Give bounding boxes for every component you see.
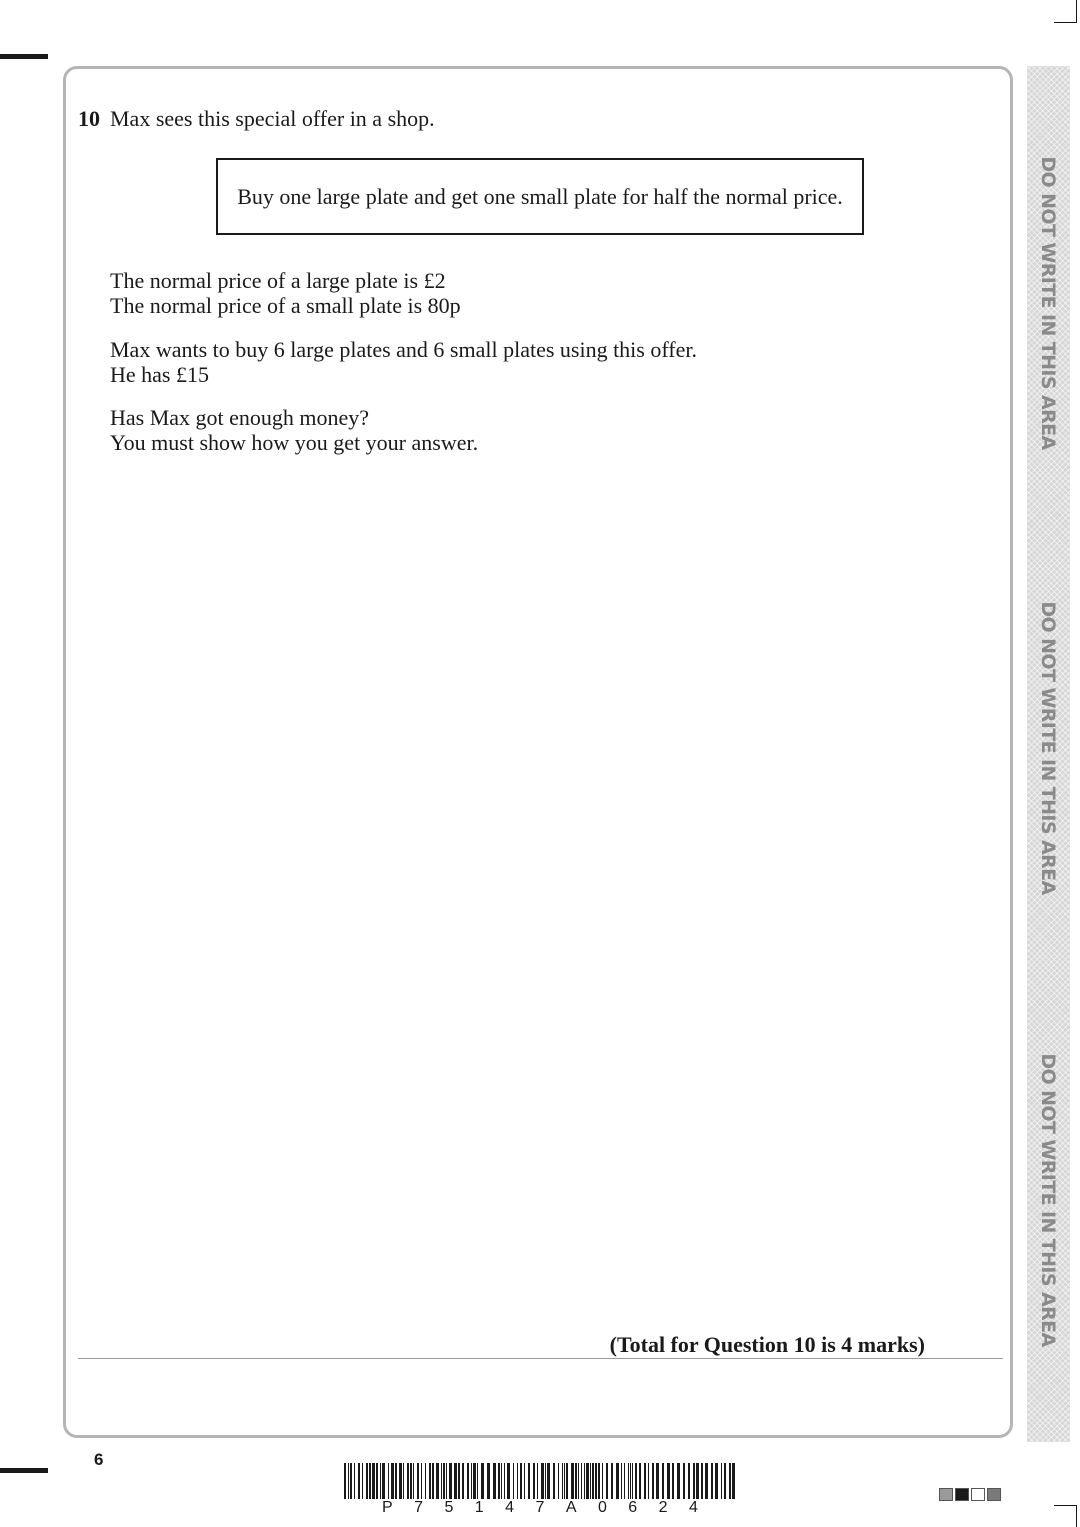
crop-mark-bottom-right-v xyxy=(1076,1505,1077,1527)
barcode-bar xyxy=(724,1463,726,1499)
barcode-bar xyxy=(382,1463,385,1499)
barcode-bar xyxy=(350,1463,352,1499)
question-intro: Max sees this special offer in a shop. xyxy=(110,106,435,131)
barcode-bar xyxy=(504,1463,505,1499)
barcode-bar xyxy=(487,1463,490,1499)
barcode-bar xyxy=(436,1463,439,1499)
barcode-bar xyxy=(471,1463,472,1499)
barcode-bar xyxy=(344,1463,346,1499)
barcode-bar xyxy=(586,1463,589,1499)
barcode-bar xyxy=(715,1463,718,1499)
barcode-bar xyxy=(635,1463,637,1499)
barcode-bar xyxy=(380,1463,381,1499)
crop-mark-bottom-right-h xyxy=(1054,1505,1077,1506)
barcode-bar xyxy=(348,1463,349,1499)
barcode-bar xyxy=(553,1463,555,1499)
barcode-bar xyxy=(413,1463,414,1499)
barcode-bar xyxy=(711,1463,713,1499)
barcode-bar xyxy=(441,1463,442,1499)
barcode-bar xyxy=(443,1463,445,1499)
barcode-bar xyxy=(584,1463,585,1499)
barcode-bar xyxy=(369,1463,371,1499)
barcode-bar xyxy=(696,1463,699,1499)
crop-mark-top-right-v xyxy=(1076,0,1077,22)
crop-mark-bottom-left xyxy=(0,1468,48,1473)
barcode-bar xyxy=(662,1463,664,1499)
barcode-bar xyxy=(410,1463,412,1499)
barcode-bar xyxy=(421,1463,422,1499)
barcode-bar xyxy=(477,1463,478,1499)
barcode-bar xyxy=(705,1463,708,1499)
barcode-bar xyxy=(498,1463,500,1499)
offer-text: Buy one large plate and get one small plate for half the normal price. xyxy=(237,183,843,209)
barcode-bar xyxy=(547,1463,550,1499)
barcode-bar xyxy=(446,1463,447,1499)
ask-line-2: You must show how you get your answer. xyxy=(110,430,479,455)
barcode-bar xyxy=(621,1463,622,1499)
barcode-bar xyxy=(564,1463,565,1499)
total-marks: (Total for Question 10 is 4 marks) xyxy=(609,1332,925,1357)
barcode-bar xyxy=(462,1463,464,1499)
barcode-bar xyxy=(606,1463,608,1499)
prices-paragraph xyxy=(110,268,461,318)
barcode-bar xyxy=(558,1463,559,1499)
barcode-bar xyxy=(517,1463,518,1499)
special-offer-box xyxy=(216,158,864,235)
barcode-char: P xyxy=(382,1499,393,1516)
barcode-bar xyxy=(630,1463,631,1499)
barcode-char: 6 xyxy=(628,1499,638,1516)
barcode-bar xyxy=(639,1463,641,1499)
barcode-bar xyxy=(403,1463,404,1499)
barcode-bar xyxy=(683,1463,685,1499)
colour-square xyxy=(987,1488,1001,1501)
barcode-bar xyxy=(449,1463,452,1499)
barcode-char: 4 xyxy=(688,1499,698,1516)
barcode-bar xyxy=(395,1463,397,1499)
barcode-bar xyxy=(458,1463,460,1499)
barcode-bar xyxy=(611,1463,613,1499)
barcode-bar xyxy=(399,1463,402,1499)
barcode-char: 7 xyxy=(535,1499,545,1516)
barcode-bar xyxy=(648,1463,649,1499)
barcode-bar xyxy=(701,1463,703,1499)
scenario-line-2: He has £15 xyxy=(110,362,209,387)
barcode-bar xyxy=(417,1463,419,1499)
barcode-bar xyxy=(721,1463,722,1499)
barcode-bar xyxy=(729,1463,731,1499)
barcode-bar xyxy=(595,1463,597,1499)
barcode-bar xyxy=(513,1463,514,1499)
question-number: 10 xyxy=(78,106,100,131)
barcode-char: 5 xyxy=(444,1499,454,1516)
barcode-bar xyxy=(571,1463,574,1499)
scenario-paragraph xyxy=(110,337,697,387)
barcode-bar xyxy=(667,1463,670,1499)
barcode-bar xyxy=(391,1463,394,1499)
ask-paragraph xyxy=(110,405,478,455)
barcode-bar xyxy=(602,1463,603,1499)
barcode-bar xyxy=(473,1463,476,1499)
barcode-text xyxy=(344,1499,736,1517)
crop-mark-top-left xyxy=(0,54,48,59)
barcode-bar xyxy=(581,1463,582,1499)
barcode-bar xyxy=(520,1463,522,1499)
barcode xyxy=(344,1463,736,1499)
barcode-bar xyxy=(388,1463,389,1499)
barcode-bar xyxy=(632,1463,633,1499)
barcode-bar xyxy=(677,1463,680,1499)
barcode-bar xyxy=(432,1463,434,1499)
barcode-bar xyxy=(644,1463,646,1499)
ask-line-1: Has Max got enough money? xyxy=(110,405,370,430)
barcode-bar xyxy=(376,1463,378,1499)
barcode-bar xyxy=(688,1463,690,1499)
barcode-bar xyxy=(562,1463,563,1499)
barcode-bar xyxy=(372,1463,375,1499)
barcode-bar xyxy=(354,1463,355,1499)
barcode-bar xyxy=(467,1463,469,1499)
colour-squares xyxy=(939,1488,1001,1501)
barcode-bar xyxy=(507,1463,510,1499)
barcode-bar xyxy=(578,1463,579,1499)
question-heading xyxy=(78,106,435,132)
barcode-bar xyxy=(628,1463,629,1499)
barcode-bar xyxy=(575,1463,577,1499)
barcode-char: 4 xyxy=(505,1499,515,1516)
barcode-bar xyxy=(493,1463,496,1499)
barcode-char: 2 xyxy=(658,1499,668,1516)
barcode-bar xyxy=(429,1463,431,1499)
barcode-bar xyxy=(533,1463,535,1499)
barcode-bar xyxy=(590,1463,591,1499)
barcode-bar xyxy=(528,1463,530,1499)
page-number: 6 xyxy=(94,1450,104,1469)
barcode-bar xyxy=(693,1463,695,1499)
barcode-bar xyxy=(524,1463,525,1499)
barcode-bar xyxy=(652,1463,654,1499)
large-plate-price: The normal price of a large plate is £2 xyxy=(110,268,446,293)
barcode-char: 1 xyxy=(474,1499,484,1516)
barcode-bar xyxy=(545,1463,546,1499)
barcode-bar xyxy=(732,1463,735,1499)
barcode-bar xyxy=(481,1463,484,1499)
barcode-bar xyxy=(407,1463,409,1499)
barcode-bar xyxy=(362,1463,363,1499)
total-rule xyxy=(78,1358,1003,1359)
barcode-char: 0 xyxy=(597,1499,607,1516)
barcode-bar xyxy=(592,1463,594,1499)
barcode-char: A xyxy=(565,1499,577,1516)
barcode-bar xyxy=(598,1463,600,1499)
colour-square xyxy=(955,1488,969,1501)
colour-square xyxy=(939,1488,953,1501)
barcode-bar xyxy=(672,1463,674,1499)
colour-square xyxy=(971,1488,985,1501)
barcode-bar xyxy=(541,1463,544,1499)
barcode-bar xyxy=(501,1463,502,1499)
small-plate-price: The normal price of a small plate is 80p xyxy=(110,293,461,318)
barcode-bar xyxy=(566,1463,568,1499)
barcode-bar xyxy=(425,1463,426,1499)
barcode-bar xyxy=(366,1463,368,1499)
barcode-bar xyxy=(624,1463,625,1499)
scenario-line-1: Max wants to buy 6 large plates and 6 small plates using this offer. xyxy=(110,337,697,362)
barcode-bar xyxy=(454,1463,457,1499)
barcode-bar xyxy=(656,1463,659,1499)
barcode-bar xyxy=(616,1463,619,1499)
barcode-bar xyxy=(358,1463,360,1499)
barcode-char: 7 xyxy=(414,1499,424,1516)
crop-mark-top-right-h xyxy=(1054,22,1077,23)
barcode-bar xyxy=(537,1463,538,1499)
